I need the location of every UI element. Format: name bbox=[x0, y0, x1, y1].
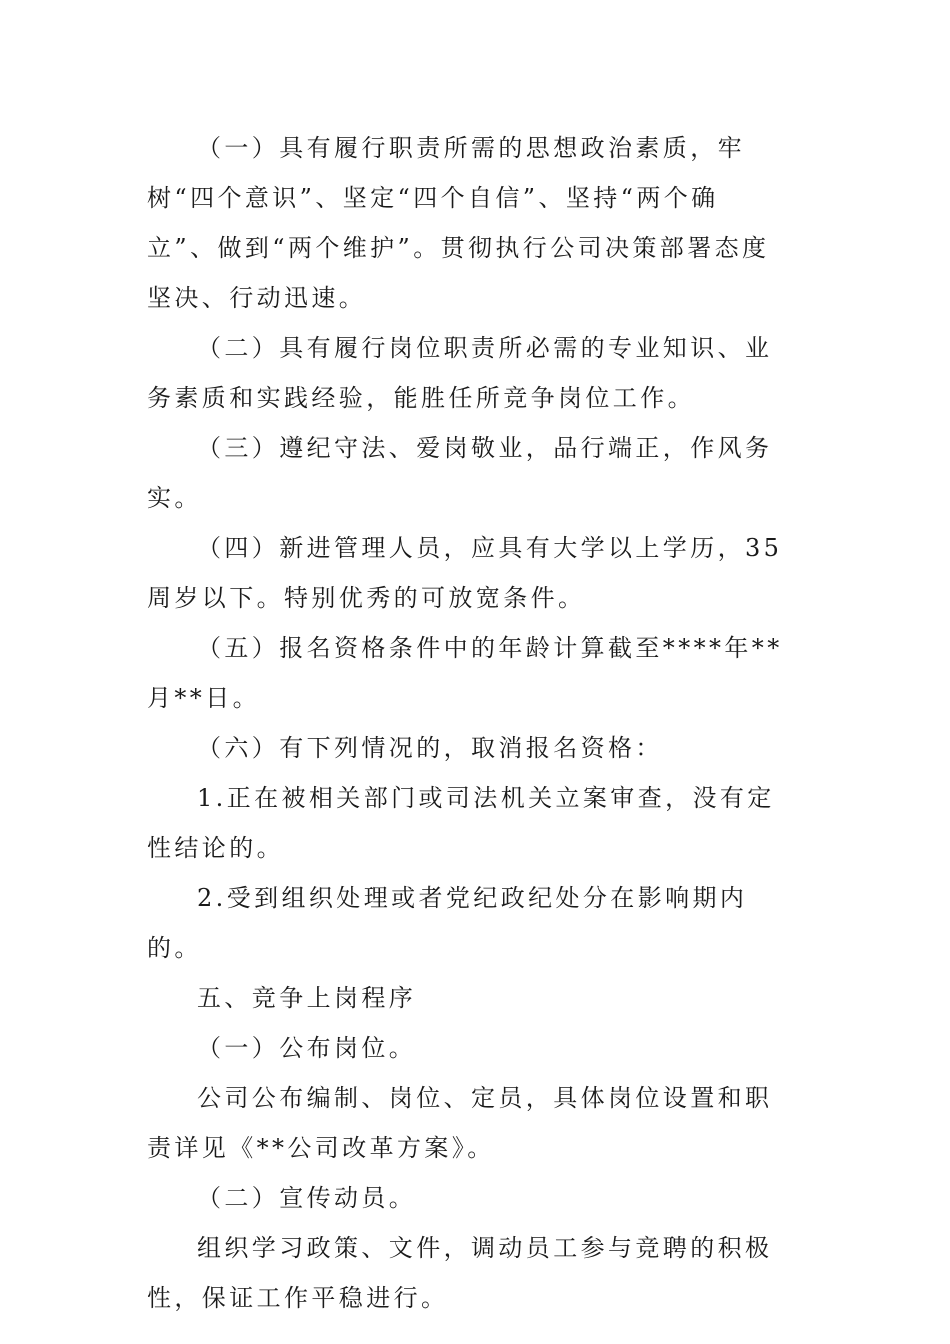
paragraph-qualification-2: （二）具有履行岗位职责所必需的专业知识、业务素质和实践经验，能胜任所竞争岗位工作。 bbox=[147, 334, 773, 412]
subheading-publish-positions: （一）公布岗位。 bbox=[197, 1034, 417, 1062]
paragraph-mobilization: 组织学习政策、文件，调动员工参与竞聘的积极性，保证工作平稳进行。 bbox=[147, 1234, 773, 1312]
paragraph-qualification-4: （四）新进管理人员，应具有大学以上学历，35周岁以下。特别优秀的可放宽条件。 bbox=[147, 534, 783, 612]
paragraph-qualification-3: （三）遵纪守法、爱岗敬业，品行端正，作风务实。 bbox=[147, 434, 773, 512]
section-heading-procedure: 五、竞争上岗程序 bbox=[197, 984, 417, 1012]
document-body bbox=[147, 123, 787, 1323]
list-item-disqualification-2: 2.受到组织处理或者党纪政纪处分在影响期内的。 bbox=[147, 884, 748, 962]
paragraph-publish-positions: 公司公布编制、岗位、定员，具体岗位设置和职责详见《**公司改革方案》。 bbox=[147, 1084, 773, 1162]
subheading-mobilization: （二）宣传动员。 bbox=[197, 1184, 417, 1212]
paragraph-qualification-5: （五）报名资格条件中的年龄计算截至****年**月**日。 bbox=[147, 634, 783, 712]
list-item-disqualification-1: 1.正在被相关部门或司法机关立案审查，没有定性结论的。 bbox=[147, 784, 775, 862]
paragraph-qualification-1: （一）具有履行职责所需的思想政治素质，牢树“四个意识”、坚定“四个自信”、坚持“两个确立”、做到“两个维护”。贯彻执行公司决策部署态度坚决、行动迅速。 bbox=[147, 134, 770, 312]
paragraph-qualification-6: （六）有下列情况的，取消报名资格： bbox=[197, 734, 663, 762]
